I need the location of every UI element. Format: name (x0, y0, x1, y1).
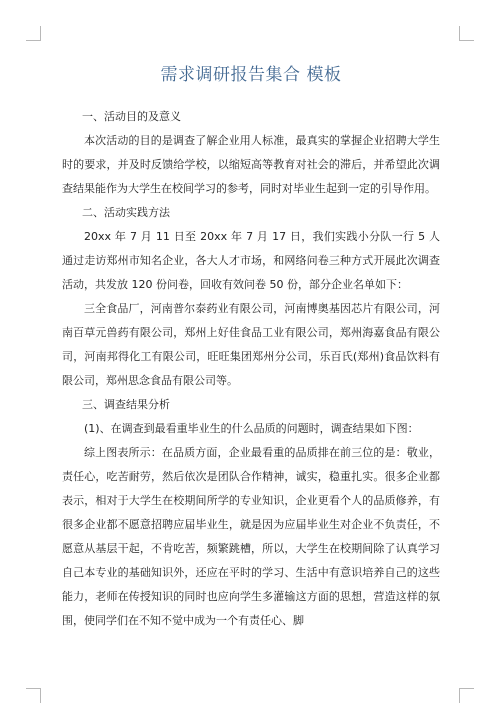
paragraph-purpose: 本次活动的目的是调查了解企业用人标准，最真实的掌握企业招聘大学生时的要求，并及时反馈给学校，以缩短高等教育对社会的滞后，并希望此次调查结果能作为大学生在校间学习的参考，同时对毕业生起到一定的引导作用。 (62, 134, 440, 195)
corner-mark-bottom-right (459, 688, 474, 703)
paragraph-summary: 综上图表所示：在品质方面，企业最看重的品质排在前三位的是：敬业，责任心，吃苦耐劳，然后依次是团队合作精神，诚实，稳重扎实。很多企业都表示，相对于大学生在校期间所学的专业知识，企业更看个人的品质修养，有很多企业都不愿意招聘应届毕业生，就是因为应届毕业生对企业不负责任，不愿意从基层干起，不肯吃苦，频繁跳槽，所以，大学生在校期间除了认真学习自己本专业的基础知识外，还应在平时的学习、生活中有意识培养自己的这些能力，老师在传授知识的同时也应向学生多灌输这方面的思想，营造这样的氛围，使同学们在不知不觉中成为一个有责任心、脚 (62, 446, 440, 627)
document-title: 需求调研报告集合 模板 (160, 65, 342, 85)
paragraph-company-list: 三全食品厂，河南普尔泰药业有限公司，河南博奥基因芯片有限公司，河南百草元兽药有限公司，郑州上好佳食品工业有限公司，郑州海嘉食品有限公司，河南邦得化工有限公司，旺旺集团郑州分公司，乐百氏(郑州)食品饮料有限公司，郑州思念食品有限公司等。 (62, 302, 440, 387)
corner-mark-top-right (459, 26, 474, 41)
document-body (62, 60, 440, 633)
section-heading-method: 二、活动实践方法 (82, 206, 170, 219)
section-heading-analysis: 三、调查结果分析 (82, 398, 170, 411)
corner-mark-bottom-left (26, 688, 41, 703)
paragraph-method: 20xx 年 7 月 11 日至 20xx 年 7 月 17 日，我们实践小分队一行 5 人通过走访郑州市知名企业，各大人才市场，和网络问卷三种方式开展此次调查活动，共发放 120 份问卷，回收有效问卷 50 份，部分企业名单如下： (62, 230, 440, 291)
corner-mark-top-left (26, 26, 41, 41)
paragraph-question-1: (1)、在调查到最看重毕业生的什么品质的问题时，调查结果如下图： (84, 422, 419, 435)
section-heading-purpose: 一、活动目的及意义 (82, 110, 181, 123)
